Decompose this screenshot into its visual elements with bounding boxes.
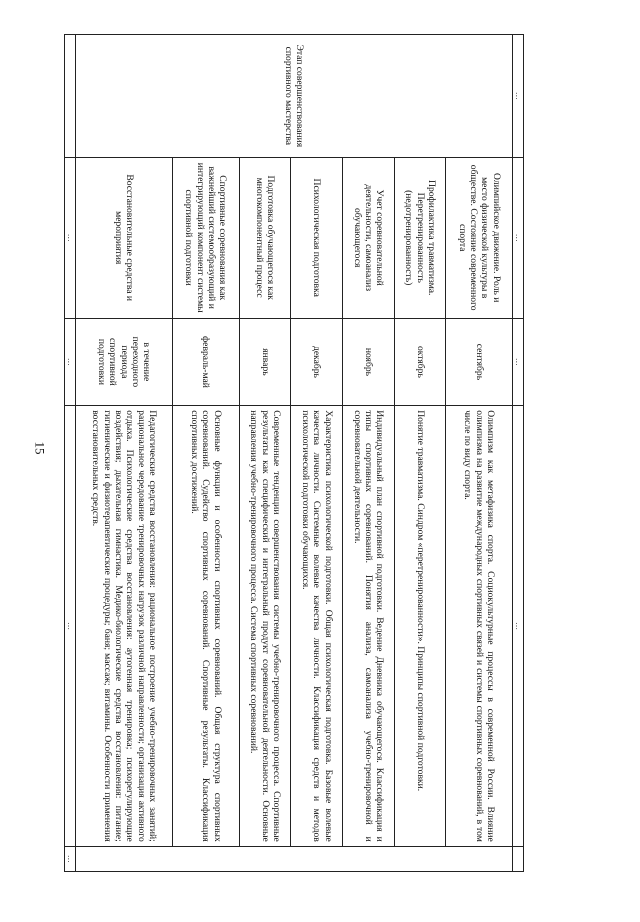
- row-content: Педагогические средства восстановления: рациональное построение учебно-тренировочных занятий; рациональное чередование тренировочных нагрузок различной направленности; организация активного отдыха. Психологические средства восстановления: аутогенная тренировка; психорегулирующие воздействия; дыхательная гимнастика. Медико-биологические средства восстановления: питание; гигиенические и физиотерапевтические процедуры; баня; массаж; витамины. Особенности применения восстановительных средств.: [76, 406, 173, 847]
- empty-column: [76, 846, 513, 871]
- header-mark-1: …: [513, 35, 524, 158]
- rotated-table-container: [64, 34, 524, 872]
- curriculum-table: [64, 34, 524, 872]
- row-topic: Олимпийское движение. Роль и место физической культуры в обществе. Состояние современного спорта: [446, 157, 513, 318]
- header-mark-4: …: [513, 406, 524, 847]
- footer-mark-2: …: [65, 157, 76, 318]
- table-row: [76, 35, 173, 872]
- table-row: [291, 35, 343, 872]
- row-content: Индивидуальный план спортивной подготовки. Ведение Дневника обучающегося. Классификация и типы спортивных соревнований. Понятия анализа, самоанализа учебно-тренировочной и соревновательной деятельности.: [342, 406, 394, 847]
- row-month: декабрь: [291, 318, 343, 406]
- table-row: [446, 35, 513, 872]
- table-footer-marks-row: [65, 35, 76, 872]
- table-row: [394, 35, 446, 872]
- table-row: [172, 35, 239, 872]
- footer-mark-3: …: [65, 318, 76, 406]
- row-content: Понятие травматизма. Синдром «перетренированности». Принципы спортивной подготовки.: [394, 406, 446, 847]
- row-content: Характеристика психологической подготовки. Общая психологическая подготовка. Базовые волевые качества личности. Системные волевые качества личности. Классификация средств и методов психологической подготовки обучающихся.: [291, 406, 343, 847]
- row-topic: Восстановительные средства и мероприятия: [76, 157, 173, 318]
- stage-label: Этап совершенствования спортивного мастерства: [76, 35, 513, 158]
- row-content: Олимпизм как метафизика спорта. Социокультурные процессы в современной России. Влияние олимпизма на развитие международных спортивных связей и системы спортивных соревнований, в том числе по виду спорта.: [446, 406, 513, 847]
- row-month: октябрь: [394, 318, 446, 406]
- row-topic: Психологическая подготовка: [291, 157, 343, 318]
- row-topic: Профилактика травматизма. Перетренированность (недотренированность): [394, 157, 446, 318]
- footer-mark-1: [65, 35, 76, 158]
- row-topic: Учет соревновательной деятельности, самоанализ обучающегося: [342, 157, 394, 318]
- header-mark-2: …: [513, 157, 524, 318]
- header-mark-5: [513, 846, 524, 871]
- row-month: январь: [239, 318, 291, 406]
- table-row: [342, 35, 394, 872]
- row-month: сентябрь: [446, 318, 513, 406]
- header-mark-3: …: [513, 318, 524, 406]
- row-topic: Спортивные соревнования как важнейший системообразующий и интегрирующий компонент системы спортивной подготовки: [172, 157, 239, 318]
- row-month: в течение переходного периода спортивной подготовки: [76, 318, 173, 406]
- table-header-marks-row: [513, 35, 524, 872]
- footer-mark-4: …: [65, 406, 76, 847]
- row-topic: Подготовка обучающегося как многокомпонентный процесс: [239, 157, 291, 318]
- footer-mark-5: …: [65, 846, 76, 871]
- row-month: ноябрь: [342, 318, 394, 406]
- row-content: Современные тенденции совершенствования системы учебно-тренировочного процесса. Спортивные результаты как специфический и интегральный продукт соревновательной деятельности. Основные направления учебно-тренировочного процесса. Система спортивных соревнований.: [239, 406, 291, 847]
- row-month: февраль-май: [172, 318, 239, 406]
- row-content: Основные функции и особенности спортивных соревнований. Общая структура спортивных соревнований. Судейство спортивных соревнований. Спортивные результаты. Классификация спортивных достижений.: [172, 406, 239, 847]
- page-number: 15: [32, 441, 48, 455]
- table-row: [239, 35, 291, 872]
